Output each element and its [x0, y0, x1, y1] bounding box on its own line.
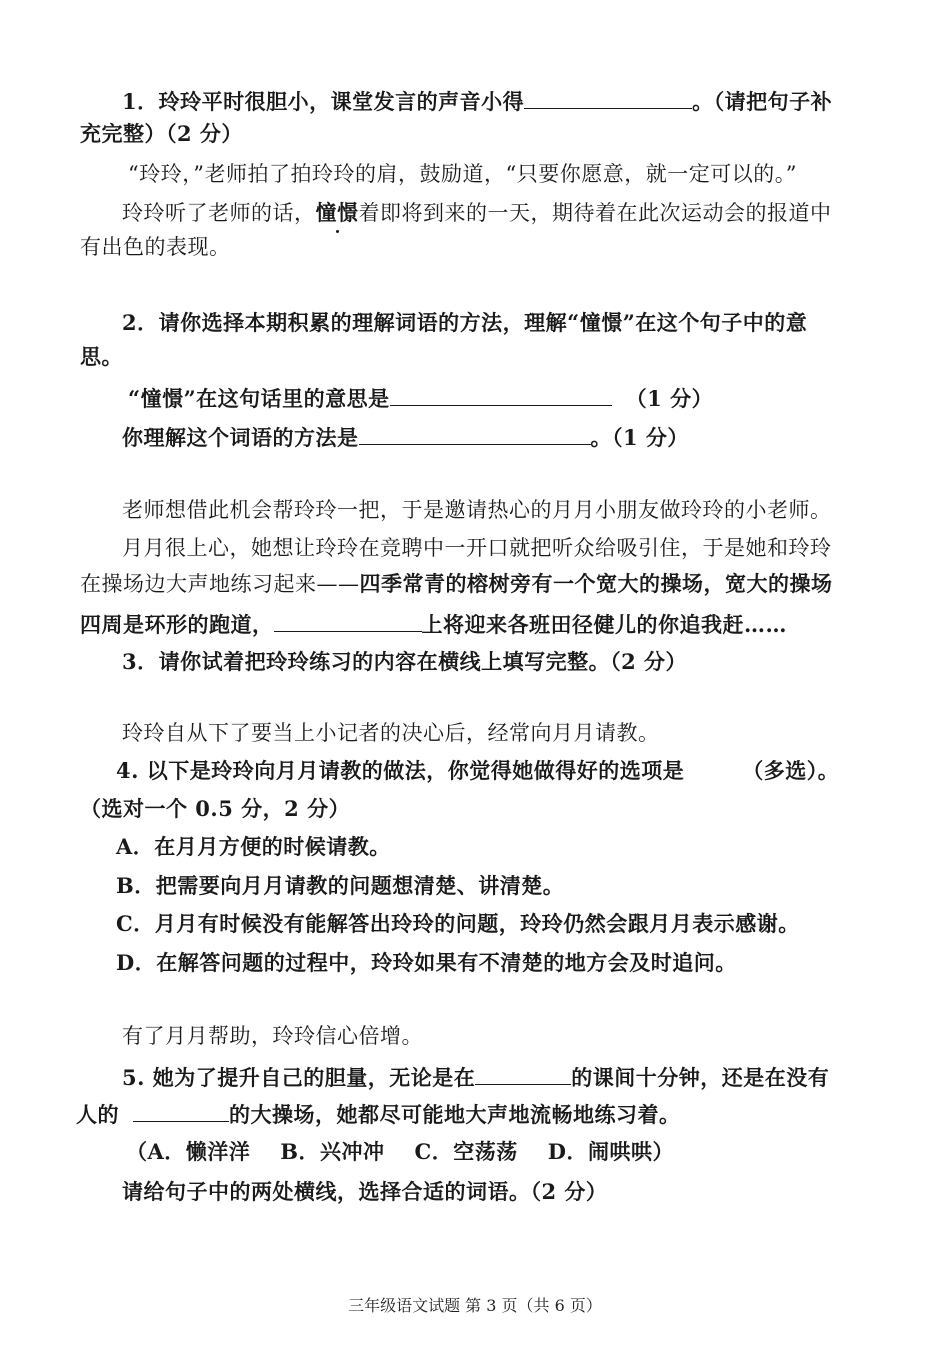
- q5-blank-2[interactable]: [133, 1099, 229, 1122]
- q5-choice-a: （A．懒洋洋: [126, 1139, 251, 1164]
- passage2-line4-pre: 四周是环形的跑道，: [80, 612, 274, 637]
- q4-line1-post: （多选）。: [742, 758, 840, 783]
- q5-choices: [126, 1138, 674, 1166]
- passage2-line3: [80, 570, 833, 598]
- q4-option-a: A．在月月方便的时候请教。: [116, 834, 391, 859]
- q3-text: 3．请你试着把玲玲练习的内容在横线上填写完整。（2 分）: [122, 649, 688, 674]
- q5-line1-post: 的课间十分钟，还是在没有: [571, 1065, 830, 1090]
- q4-line2: （选对一个 0.5 分，2 分）: [80, 796, 351, 821]
- q4-option-d: D．在解答问题的过程中，玲玲如果有不清楚的地方会及时追问。: [116, 950, 737, 975]
- passage2-line2: 月月很上心，她想让玲玲在竞聘中一开口就把听众给吸引住，于是她和玲玲: [122, 536, 832, 560]
- passage1-line1: “玲玲，”老师拍了拍玲玲的肩，鼓励道，“只要你愿意，就一定可以的。”: [128, 162, 797, 186]
- q5-choice-c: C．空荡荡: [414, 1139, 518, 1164]
- q1-stem: 1．玲玲平时很胆小，课堂发言的声音小得: [122, 89, 525, 114]
- passage2-line3-bold: 四季常青的榕树旁有一个宽大的操场，宽大的操场: [359, 571, 833, 596]
- q2-line1: 2．请你选择本期积累的理解词语的方法，理解“憧憬”在这个句子中的意: [122, 310, 808, 335]
- q3-answer-blank[interactable]: [274, 609, 422, 632]
- q1-line1: [122, 86, 832, 116]
- passage1-line2-pre: 玲玲听了老师的话，: [122, 201, 316, 225]
- passage2-line3-plain: 在操场边大声地练习起来——: [80, 572, 360, 596]
- q5-blank-1[interactable]: [475, 1062, 571, 1085]
- passage1-line2: [122, 199, 832, 227]
- q2-line2: 思。: [80, 344, 123, 369]
- q2-meaning-score: （1 分）: [625, 386, 714, 411]
- passage1-line3: 有出色的表现。: [80, 235, 231, 259]
- q5-line2-pre: 人的: [76, 1102, 119, 1127]
- q5-line2-post: 的大操场，她都尽可能地大声地流畅地练习着。: [229, 1102, 681, 1127]
- q2-meaning-label: “憧憬”在这句话里的意思是: [128, 386, 390, 411]
- q1-answer-blank[interactable]: [524, 86, 692, 109]
- passage4-line1: 有了月月帮助，玲玲信心倍增。: [122, 1024, 423, 1048]
- q4-option-b: B．把需要向月月请教的问题想清楚、讲清楚。: [116, 873, 565, 898]
- passage2-line4-post: 上将迎来各班田径健儿的你追我赶……: [421, 612, 787, 637]
- q5-line2: [76, 1099, 681, 1129]
- q5-line1: [122, 1062, 829, 1092]
- q2-method-blank[interactable]: [359, 422, 591, 445]
- passage3-line1: 玲玲自从下了要当上小记者的决心后，经常向月月请教。: [122, 721, 660, 745]
- passage1-line2-post: 着即将到来的一天，期待着在此次运动会的报道中: [358, 201, 832, 225]
- passage2-line1: 老师想借此机会帮玲玲一把，于是邀请热心的月月小朋友做玲玲的小老师。: [122, 498, 832, 522]
- q4-option-c: C．月月有时候没有能解答出玲玲的问题，玲玲仍然会跟月月表示感谢。: [116, 911, 800, 936]
- q4-line1-pre: 4. 以下是玲玲向月月请教的做法，你觉得她做得好的选项是: [116, 758, 685, 783]
- passage2-line4: [80, 609, 787, 639]
- q5-choice-b: B．兴冲冲: [280, 1139, 385, 1164]
- q2-method-label: 你理解这个词语的方法是: [122, 425, 359, 450]
- q5-line1-pre: 5. 她为了提升自己的胆量，无论是在: [122, 1065, 476, 1090]
- q1-tail: 。（请把句子补: [692, 89, 833, 114]
- q1-line2: 充完整）（2 分）: [80, 121, 243, 146]
- dotted-word-chongjing: 憧憬: [315, 200, 359, 225]
- q2-method-row: [122, 422, 689, 452]
- q2-meaning-row: [128, 383, 713, 413]
- q2-meaning-blank[interactable]: [390, 383, 612, 406]
- page-footer: 三年级语文试题 第 3 页（共 6 页）: [348, 1296, 602, 1315]
- q2-method-score: 。（1 分）: [590, 425, 689, 450]
- q5-choice-d: D．闹哄哄）: [547, 1139, 674, 1164]
- q4-line1: [116, 757, 839, 785]
- q5-instruction: 请给句子中的两处横线，选择合适的词语。（2 分）: [122, 1179, 608, 1204]
